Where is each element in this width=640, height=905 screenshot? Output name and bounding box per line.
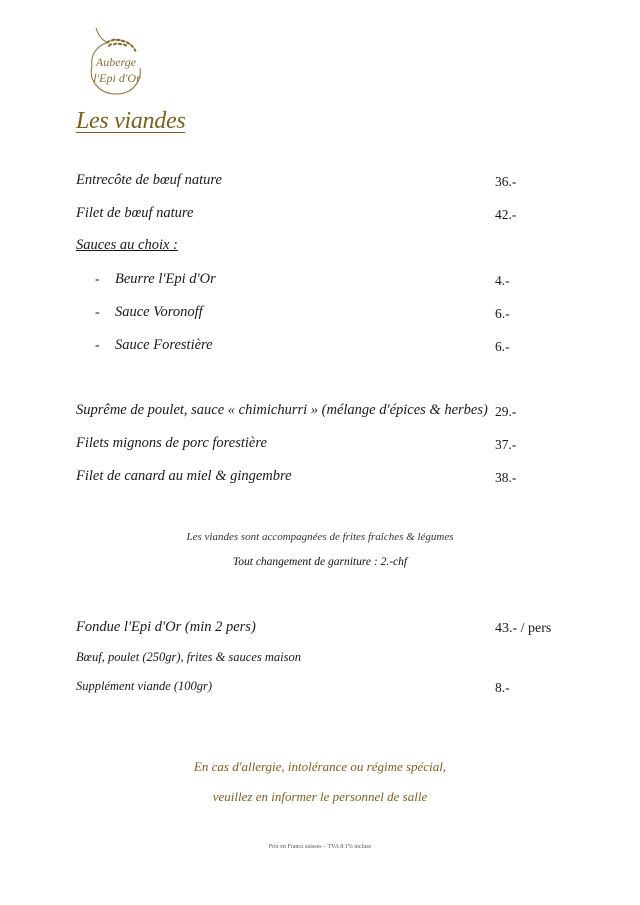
- menu-item-name: Filet de bœuf nature: [76, 205, 194, 221]
- supplement-name: Supplément viande (100gr): [76, 679, 213, 693]
- list-dash: -: [95, 305, 100, 320]
- fondue-description: Bœuf, poulet (250gr), frites & sauces maison: [76, 650, 301, 664]
- sauce-name: Sauce Voronoff: [115, 304, 203, 320]
- svg-text:Auberge: Auberge: [95, 55, 137, 69]
- accompaniment-note: Les viandes sont accompagnées de frites fraîches & légumes: [186, 531, 454, 543]
- menu-item-name: Entrecôte de bœuf nature: [76, 172, 222, 188]
- list-dash: -: [95, 338, 100, 353]
- footer-note: Prix en Francs suisses – TVA 8.1% incluse: [268, 844, 372, 850]
- wheat-ear-icon: [82, 26, 148, 96]
- menu-item-name: Suprême de poulet, sauce « chimichurri » (mélange d'épices & herbes): [76, 402, 488, 418]
- menu-item-price: 29.-: [495, 404, 517, 419]
- garnish-change-note: Tout changement de garniture : 2.-chf: [232, 556, 408, 568]
- menu-item-price: 36.-: [495, 174, 517, 189]
- allergy-note-line2: veuillez en informer le personnel de salle: [212, 789, 428, 804]
- sauces-heading: Sauces au choix :: [76, 237, 178, 253]
- allergy-note-line1: En cas d'allergie, intolérance ou régime spécial,: [193, 759, 447, 774]
- list-dash: -: [95, 272, 100, 287]
- menu-item-price: 37.-: [495, 437, 517, 452]
- fondue-name: Fondue l'Epi d'Or (min 2 pers): [76, 619, 256, 635]
- fondue-price: 43.- / pers: [495, 621, 552, 636]
- page-title: Les viandes: [76, 108, 186, 134]
- supplement-price: 8.-: [495, 680, 510, 695]
- menu-item-name: Filet de canard au miel & gingembre: [76, 468, 292, 484]
- sauce-price: 6.-: [495, 306, 510, 321]
- logo: [82, 26, 148, 96]
- svg-text:l'Epi d'Or: l'Epi d'Or: [93, 71, 141, 85]
- sauce-name: Sauce Forestière: [115, 337, 213, 353]
- menu-item-price: 42.-: [495, 207, 517, 222]
- sauce-price: 4.-: [495, 273, 510, 288]
- sauce-price: 6.-: [495, 339, 510, 354]
- menu-item-name: Filets mignons de porc forestière: [76, 435, 267, 451]
- menu-item-price: 38.-: [495, 470, 517, 485]
- sauce-name: Beurre l'Epi d'Or: [115, 271, 216, 287]
